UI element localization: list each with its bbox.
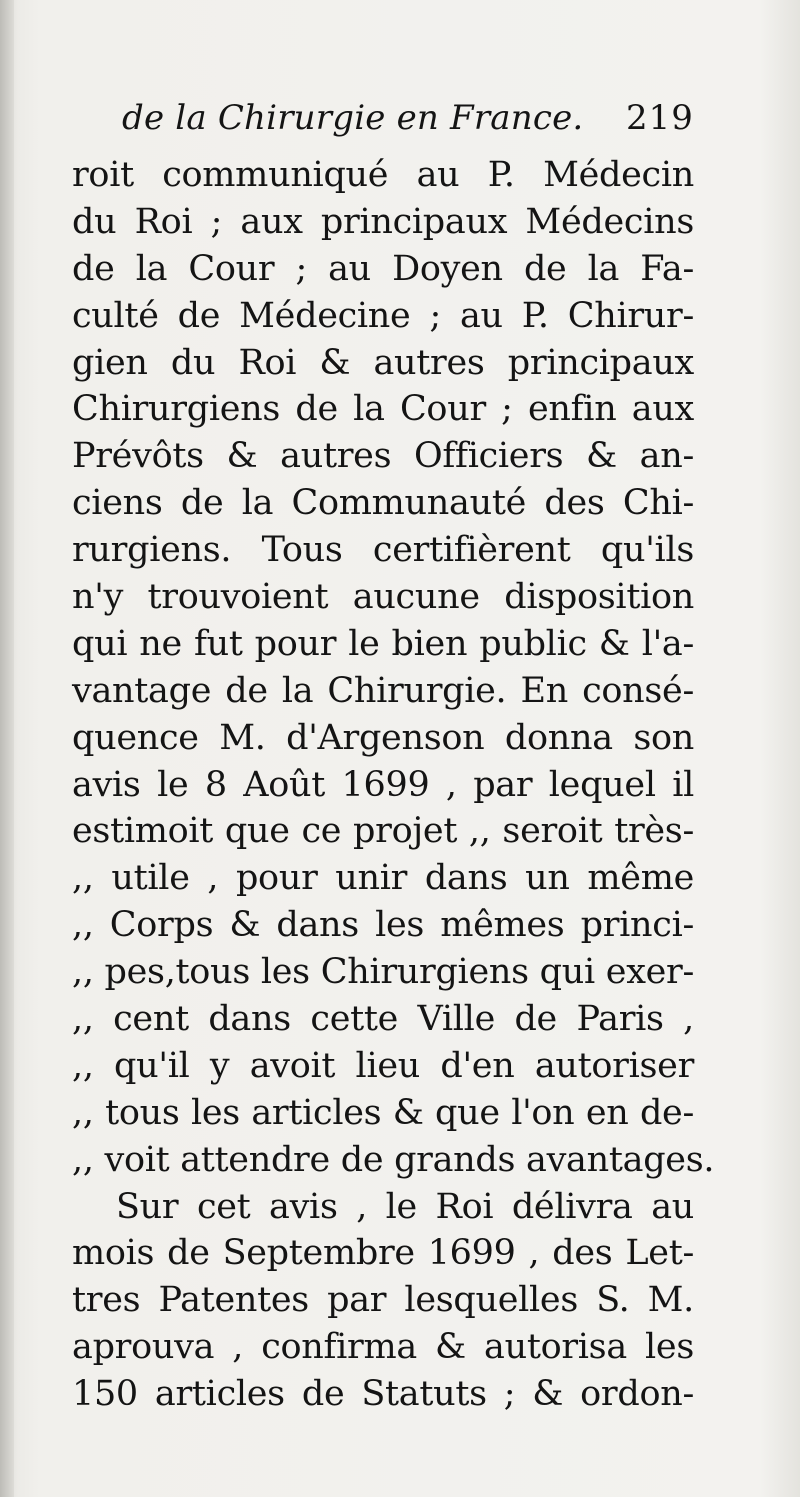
text-line: ,, tous les articles & que l'on en de- xyxy=(72,1092,694,1133)
text-line: roit communiqué au P. Médecin xyxy=(72,155,694,195)
text-line: de la Cour ; au Doyen de la Fa- xyxy=(72,248,694,289)
text-line: ,, Corps & dans les mêmes princi- xyxy=(72,905,694,946)
body-text xyxy=(72,152,715,1418)
text-line: ,, cent dans cette Ville de Paris , xyxy=(72,999,694,1040)
text-line: estimoit que ce projet ,, seroit très- xyxy=(72,811,694,852)
text-line: qui ne fut pour le bien public & l'a- xyxy=(72,623,694,664)
text-line: avis le 8 Août 1699 , par lequel il xyxy=(72,764,694,805)
text-line: tres Patentes par lesquelles S. M. xyxy=(72,1280,694,1321)
page-header xyxy=(0,98,800,148)
text-line: ,, voit attendre de grands avantages. xyxy=(72,1139,715,1180)
text-line: ,, utile , pour unir dans un même xyxy=(72,858,694,899)
text-line: ,, pes,tous les Chirurgiens qui exer- xyxy=(72,952,694,993)
text-line: ciens de la Communauté des Chi- xyxy=(72,483,694,524)
running-head: de la Chirurgie en France. xyxy=(122,98,584,138)
text-line: 150 articles de Statuts ; & ordon- xyxy=(72,1374,694,1415)
text-line: du Roi ; aux principaux Médecins xyxy=(72,201,694,242)
text-line: aprouva , confirma & autorisa les xyxy=(72,1327,694,1368)
text-line: mois de Septembre 1699 , des Let- xyxy=(72,1233,694,1274)
text-line: quence M. d'Argenson donna son xyxy=(72,717,694,758)
text-line: Sur cet avis , le Roi délivra au xyxy=(116,1186,694,1227)
text-line: rurgiens. Tous certifièrent qu'ils xyxy=(72,530,694,571)
text-line: vantage de la Chirurgie. En consé- xyxy=(72,670,694,711)
text-line: Prévôts & autres Officiers & an- xyxy=(72,436,694,477)
text-line: n'y trouvoient aucune disposition xyxy=(72,577,694,618)
text-line: culté de Médecine ; au P. Chirur- xyxy=(72,295,694,336)
text-line: Chirurgiens de la Cour ; enfin aux xyxy=(72,389,694,430)
text-line: gien du Roi & autres principaux xyxy=(72,342,694,383)
page-gutter-shadow xyxy=(0,0,14,1497)
page-number: 219 xyxy=(626,98,694,138)
text-line: ,, qu'il y avoit lieu d'en autoriser xyxy=(72,1045,694,1086)
